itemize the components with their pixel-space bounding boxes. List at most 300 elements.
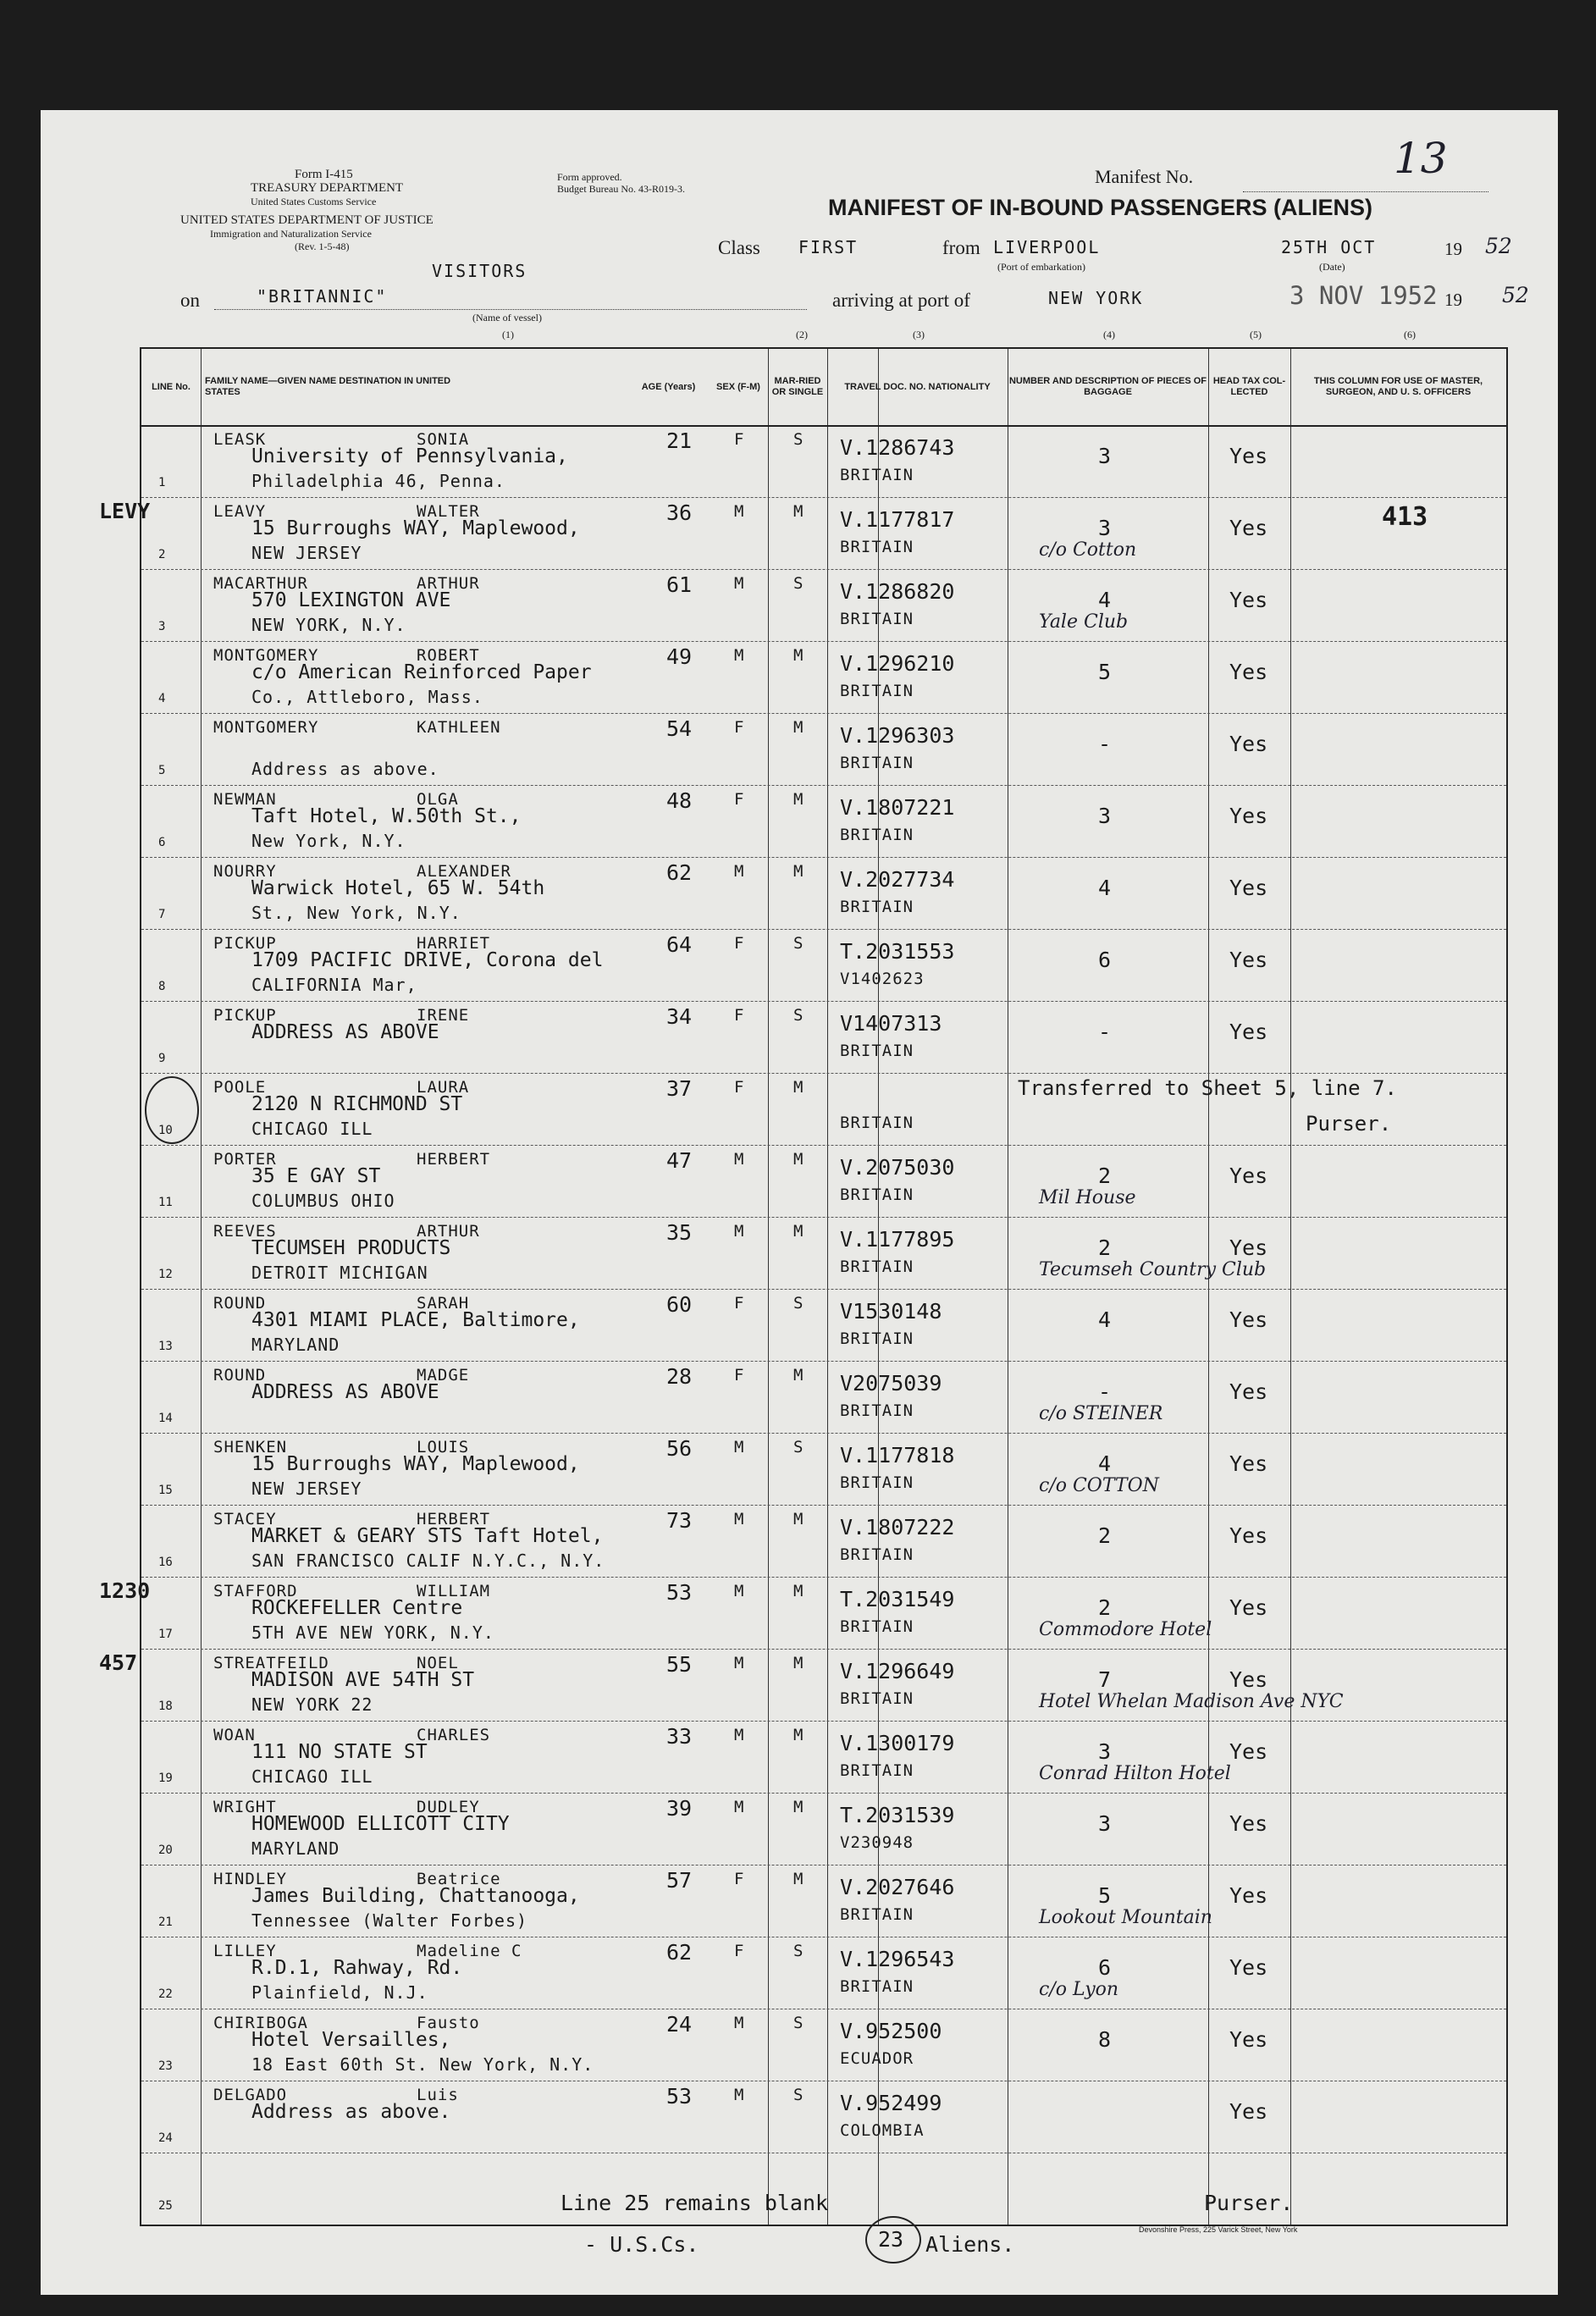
table-row [141, 641, 1506, 713]
age: 47 [666, 1148, 693, 1173]
line-number: 8 [158, 980, 166, 993]
age: 53 [666, 1580, 693, 1605]
address-line-1: TECUMSEH PRODUCTS [251, 1237, 451, 1259]
baggage-count: 2 [1098, 1523, 1112, 1548]
travel-doc: T.2031553 [840, 939, 955, 964]
head-tax: Yes [1229, 1451, 1268, 1476]
nationality: BRITAIN [840, 754, 914, 772]
age: 60 [666, 1292, 693, 1317]
marital-status: M [793, 1222, 804, 1241]
given-name: Madeline C [417, 1942, 522, 1960]
age: 34 [666, 1004, 693, 1029]
table-row [141, 425, 1506, 497]
sex: M [734, 1510, 745, 1528]
given-name: ARTHUR [417, 574, 480, 593]
head-tax: Yes [1229, 1235, 1268, 1260]
line-number: 16 [158, 1556, 173, 1569]
sex: M [734, 1726, 745, 1744]
address-line-2: 5TH AVE NEW YORK, N.Y. [251, 1622, 494, 1643]
table-row [141, 1289, 1506, 1361]
table-row [141, 1793, 1506, 1865]
col-header-baggage: NUMBER AND DESCRIPTION OF PIECES OF BAGGAGE [1008, 376, 1207, 397]
travel-doc: V.1296649 [840, 1659, 955, 1683]
nationality: BRITAIN [840, 898, 914, 916]
transfer-purser: Purser. [1306, 1112, 1392, 1136]
address-line-2: CHICAGO ILL [251, 1119, 373, 1139]
head-tax: Yes [1229, 1739, 1268, 1764]
head-tax: Yes [1229, 1164, 1268, 1188]
passenger-table [99, 347, 1508, 2226]
address-line-1: 1709 PACIFIC DRIVE, Corona del [251, 949, 604, 971]
sex: F [734, 790, 745, 809]
nationality: BRITAIN [840, 826, 914, 844]
given-name: HERBERT [417, 1150, 491, 1169]
age: 55 [666, 1652, 693, 1677]
age: 28 [666, 1364, 693, 1389]
address-line-1: 2120 N RICHMOND ST [251, 1093, 463, 1115]
baggage-count: 3 [1098, 1739, 1112, 1764]
age: 53 [666, 2084, 693, 2109]
family-name: ROUND [213, 1366, 267, 1385]
departure-date: 25TH OCT [1281, 237, 1377, 257]
table-row [141, 857, 1506, 929]
sex: F [734, 718, 745, 737]
nationality: V230948 [840, 1833, 914, 1852]
table-row [141, 1937, 1506, 2009]
given-name: Beatrice [417, 1870, 501, 1888]
age: 61 [666, 572, 693, 597]
col-number: (2) [796, 329, 808, 340]
address-line-1: ADDRESS AS ABOVE [251, 1381, 439, 1403]
address-line-1: 35 E GAY ST [251, 1165, 381, 1187]
head-tax: Yes [1229, 948, 1268, 972]
nationality: BRITAIN [840, 1905, 914, 1924]
baggage-count: 2 [1098, 1595, 1112, 1620]
head-tax: Yes [1229, 1523, 1268, 1548]
address-line-2: SAN FRANCISCO CALIF N.Y.C., N.Y. [251, 1550, 605, 1571]
class-label: Class [718, 237, 760, 258]
address-line-2: NEW YORK 22 [251, 1694, 373, 1715]
vessel-caption: (Name of vessel) [472, 312, 542, 323]
family-name: PICKUP [213, 934, 277, 953]
address-line-1: 15 Burroughs WAY, Maplewood, [251, 517, 580, 539]
arriving-label: arriving at port of [832, 290, 970, 311]
col-header-name: FAMILY NAME—GIVEN NAME DESTINATION IN UNITED STATES [205, 376, 451, 397]
line-number: 7 [158, 908, 166, 921]
age: 36 [666, 500, 693, 525]
nationality: BRITAIN [840, 466, 914, 484]
line-number: 25 [158, 2199, 173, 2213]
arrival-port: NEW YORK [1048, 288, 1144, 308]
line-number: 9 [158, 1052, 166, 1065]
line-number: 23 [158, 2059, 173, 2073]
nationality: BRITAIN [840, 1761, 914, 1780]
baggage-count: 6 [1098, 948, 1112, 972]
address-line-1: University of Pennsylvania, [251, 445, 568, 467]
baggage-note: Hotel Whelan Madison Ave NYC [1039, 1691, 1344, 1712]
marital-status: S [793, 1438, 804, 1456]
col-header-headtax: HEAD TAX COL-LECTED [1212, 376, 1286, 397]
sex: F [734, 1294, 745, 1313]
baggage-count: 6 [1098, 1955, 1112, 1980]
travel-doc: V.1177817 [840, 507, 955, 532]
table-row [141, 569, 1506, 641]
address-line-1: R.D.1, Rahway, Rd. [251, 1957, 463, 1979]
baggage-count: 4 [1098, 876, 1112, 900]
travel-doc: T.2031549 [840, 1587, 955, 1611]
sex: M [734, 2014, 745, 2032]
address-line-2: MARYLAND [251, 1838, 340, 1859]
age: 24 [666, 2012, 693, 2037]
given-name: Luis [417, 2086, 459, 2104]
family-name: REEVES [213, 1222, 277, 1241]
head-tax: Yes [1229, 1667, 1268, 1692]
sex: F [734, 934, 745, 953]
head-tax: Yes [1229, 732, 1268, 756]
line-number: 21 [158, 1915, 173, 1929]
address-line-1: Hotel Versailles, [251, 2029, 451, 2051]
col-header-line: LINE No. [152, 381, 191, 392]
travel-doc: V.1286820 [840, 579, 955, 604]
marital-status: S [793, 1942, 804, 1960]
family-name: ROUND [213, 1294, 267, 1313]
address-line-2: Co., Attleboro, Mass. [251, 687, 483, 707]
vessel-name: "BRITANNIC" [257, 286, 388, 307]
sex: F [734, 1366, 745, 1385]
address-line-1: 4301 MIAMI PLACE, Baltimore, [251, 1309, 580, 1331]
margin-note: LEVY [99, 499, 151, 523]
family-name: MONTGOMERY [213, 718, 319, 737]
head-tax: Yes [1229, 660, 1268, 684]
table-row [141, 1721, 1506, 1793]
marital-status: S [793, 430, 804, 449]
marital-status: M [793, 1798, 804, 1816]
baggage-count: 5 [1098, 660, 1112, 684]
travel-doc: V.2027734 [840, 867, 955, 892]
form-approved: Form approved. [557, 171, 622, 183]
family-name: CHIRIBOGA [213, 2014, 308, 2032]
officer-note: 413 [1382, 502, 1428, 532]
baggage-count: 3 [1098, 444, 1112, 468]
nationality: ECUADOR [840, 2049, 914, 2068]
address-line-1: ROCKEFELLER Centre [251, 1597, 463, 1619]
vessel-line [214, 309, 807, 310]
family-name: NOURRY [213, 862, 277, 881]
marital-status: M [793, 1150, 804, 1169]
given-name: LAURA [417, 1078, 470, 1097]
line-number: 24 [158, 2131, 173, 2145]
baggage-count: 2 [1098, 1164, 1112, 1188]
baggage-count: - [1098, 1020, 1112, 1044]
marital-status: M [793, 1078, 804, 1097]
cancel-circle [145, 1076, 199, 1144]
marital-status: M [793, 1582, 804, 1600]
line-number: 11 [158, 1196, 173, 1209]
aliens-count: 23 [878, 2227, 904, 2252]
col-header-travel: TRAVEL DOC. NO. NATIONALITY [844, 381, 991, 392]
year-prefix: 19 [1444, 239, 1462, 259]
family-name: POOLE [213, 1078, 267, 1097]
travel-doc: V.1296303 [840, 723, 955, 748]
age: 73 [666, 1508, 693, 1533]
baggage-count: - [1098, 1379, 1112, 1404]
address-line-2: Philadelphia 46, Penna. [251, 471, 505, 491]
table-row [141, 1001, 1506, 1073]
class-value: FIRST [798, 237, 859, 257]
baggage-note: Yale Club [1039, 611, 1129, 633]
nationality: BRITAIN [840, 1114, 914, 1132]
sex: M [734, 574, 745, 593]
date-caption: (Date) [1319, 261, 1345, 273]
aliens-label: Aliens. [925, 2232, 1015, 2257]
address-line-1: Warwick Hotel, 65 W. 54th [251, 877, 545, 899]
sex: F [734, 1870, 745, 1888]
travel-doc: V2075039 [840, 1371, 942, 1396]
address-line-2: NEW JERSEY [251, 1479, 362, 1499]
line-number: 1 [158, 476, 166, 489]
baggage-count: 4 [1098, 588, 1112, 612]
table-row [141, 1217, 1506, 1289]
address-line-1: 570 LEXINGTON AVE [251, 589, 451, 611]
line-number: 14 [158, 1412, 173, 1425]
line25-note: Line 25 remains blank [561, 2191, 829, 2215]
line25-purser: Purser. [1204, 2191, 1294, 2215]
table-row [141, 1433, 1506, 1505]
nationality: BRITAIN [840, 1329, 914, 1348]
line-number: 13 [158, 1340, 173, 1353]
baggage-count: 4 [1098, 1451, 1112, 1476]
sex: F [734, 1078, 745, 1097]
manifest-number: 13 [1394, 134, 1448, 183]
on-label: on [180, 290, 200, 311]
travel-doc: V.952500 [840, 2019, 942, 2043]
travel-doc: V.1807221 [840, 795, 955, 820]
sex: M [734, 1582, 745, 1600]
address-line-1: ADDRESS AS ABOVE [251, 1021, 439, 1043]
age: 48 [666, 788, 693, 813]
given-name: OLGA [417, 790, 459, 809]
sex: M [734, 1798, 745, 1816]
given-name: MADGE [417, 1366, 470, 1385]
table-row [141, 2081, 1506, 2153]
manifest-no-label: Manifest No. [1095, 166, 1194, 187]
marital-status: S [793, 1006, 804, 1025]
table-row [99, 497, 1506, 569]
sex: M [734, 646, 745, 665]
head-tax: Yes [1229, 1595, 1268, 1620]
baggage-note: Mil House [1039, 1187, 1136, 1208]
family-name: HINDLEY [213, 1870, 288, 1888]
margin-note: 1230 [99, 1578, 151, 1603]
family-name: PICKUP [213, 1006, 277, 1025]
address-line-2: New York, N.Y. [251, 831, 406, 851]
line-number: 22 [158, 1987, 173, 2001]
given-name: WALTER [417, 502, 480, 521]
given-name: HARRIET [417, 934, 491, 953]
travel-doc: V.2027646 [840, 1875, 955, 1899]
line-number: 2 [158, 548, 166, 561]
family-name: PORTER [213, 1150, 277, 1169]
sex: M [734, 862, 745, 881]
given-name: KATHLEEN [417, 718, 501, 737]
head-tax: Yes [1229, 804, 1268, 828]
treasury-department: TREASURY DEPARTMENT [251, 181, 404, 195]
port-caption: (Port of embarkation) [997, 261, 1085, 273]
nationality: V1402623 [840, 970, 925, 988]
baggage-count: 2 [1098, 1235, 1112, 1260]
sex: M [734, 2086, 745, 2104]
nationality: BRITAIN [840, 1977, 914, 1996]
col-number: (3) [913, 329, 925, 340]
travel-doc: V.2075030 [840, 1155, 955, 1180]
baggage-count: 4 [1098, 1307, 1112, 1332]
nationality: BRITAIN [840, 1473, 914, 1492]
head-tax: Yes [1229, 1379, 1268, 1404]
address-line-1: HOMEWOOD ELLICOTT CITY [251, 1813, 510, 1835]
baggage-count: 8 [1098, 2027, 1112, 2052]
line-number: 5 [158, 764, 166, 777]
age: 49 [666, 644, 693, 669]
sex: F [734, 430, 745, 449]
nationality: BRITAIN [840, 610, 914, 628]
baggage-count: 5 [1098, 1883, 1112, 1908]
line-number: 20 [158, 1843, 173, 1857]
travel-doc: V.1177895 [840, 1227, 955, 1252]
address-line-1: Taft Hotel, W.50th St., [251, 805, 522, 827]
sex: F [734, 1006, 745, 1025]
line-number: 12 [158, 1268, 173, 1281]
age: 35 [666, 1220, 693, 1245]
travel-doc: V.1177818 [840, 1443, 955, 1468]
col-header-sex: SEX (F-M) [716, 381, 760, 392]
address-line-2: Plainfield, N.J. [251, 1982, 428, 2003]
marital-status: S [793, 2014, 804, 2032]
age: 56 [666, 1436, 693, 1461]
address-line-2: NEW YORK, N.Y. [251, 615, 406, 635]
given-name: SONIA [417, 430, 470, 449]
baggage-count: 3 [1098, 804, 1112, 828]
sex: M [734, 502, 745, 521]
nationality: BRITAIN [840, 682, 914, 700]
given-name: CHARLES [417, 1726, 491, 1744]
family-name: NEWMAN [213, 790, 277, 809]
family-name: STACEY [213, 1510, 277, 1528]
address-line-2: St., New York, N.Y. [251, 903, 461, 923]
baggage-count: 3 [1098, 1811, 1112, 1836]
address-line-2: COLUMBUS OHIO [251, 1191, 395, 1211]
sex: F [734, 1942, 745, 1960]
baggage-count: - [1098, 732, 1112, 756]
travel-doc: V.1807222 [840, 1515, 955, 1539]
given-name: NOEL [417, 1654, 459, 1672]
line-number: 6 [158, 836, 166, 849]
col-header-age: AGE (Years) [641, 381, 696, 392]
baggage-note: c/o STEINER [1039, 1403, 1163, 1424]
head-tax: Yes [1229, 1955, 1268, 1980]
sex: M [734, 1438, 745, 1456]
from-port: LIVERPOOL [993, 237, 1101, 257]
address-line-1: c/o American Reinforced Paper [251, 661, 592, 683]
nationality: BRITAIN [840, 1617, 914, 1636]
table-row [141, 785, 1506, 857]
table-row [99, 1577, 1506, 1649]
address-line-2: CHICAGO ILL [251, 1766, 373, 1787]
address-line-2: CALIFORNIA Mar, [251, 975, 417, 995]
age: 39 [666, 1796, 693, 1821]
table-row [141, 1361, 1506, 1433]
family-name: LEAVY [213, 502, 267, 521]
family-name: STREATFEILD [213, 1654, 329, 1672]
col-number: (6) [1404, 329, 1416, 340]
table-row [141, 1073, 1506, 1145]
marital-status: M [793, 1726, 804, 1744]
table-row-25 [141, 2148, 1506, 2220]
baggage-note: c/o Lyon [1039, 1979, 1119, 2000]
nationality: BRITAIN [840, 1689, 914, 1708]
family-name: MONTGOMERY [213, 646, 319, 665]
head-tax: Yes [1229, 1883, 1268, 1908]
travel-doc: V1407313 [840, 1011, 942, 1036]
head-tax: Yes [1229, 588, 1268, 612]
family-name: LEASK [213, 430, 267, 449]
table-row [99, 1649, 1506, 1721]
age: 57 [666, 1868, 693, 1893]
family-name: LILLEY [213, 1942, 277, 1960]
age: 62 [666, 1940, 693, 1965]
sex: M [734, 1654, 745, 1672]
nationality: BRITAIN [840, 1545, 914, 1564]
marital-status: M [793, 502, 804, 521]
marital-status: M [793, 790, 804, 809]
given-name: Fausto [417, 2014, 480, 2032]
travel-doc: V.1296543 [840, 1947, 955, 1971]
age: 62 [666, 860, 693, 885]
head-tax: Yes [1229, 444, 1268, 468]
budget-bureau: Budget Bureau No. 43-R019-3. [557, 183, 685, 195]
marital-status: M [793, 862, 804, 881]
baggage-note: Conrad Hilton Hotel [1039, 1763, 1231, 1784]
marital-status: M [793, 718, 804, 737]
age: 54 [666, 716, 693, 741]
col-number: (4) [1103, 329, 1115, 340]
from-label: from [942, 237, 980, 258]
address-line-2: DETROIT MICHIGAN [251, 1263, 428, 1283]
col-header-married: MAR-RIED OR SINGLE [771, 376, 824, 397]
family-name: MACARTHUR [213, 574, 308, 593]
nationality: BRITAIN [840, 1186, 914, 1204]
line-number: 18 [158, 1700, 173, 1713]
col-header-officers: THIS COLUMN FOR USE OF MASTER, SURGEON, AND U. S. OFFICERS [1313, 376, 1483, 397]
line-number: 10 [158, 1124, 173, 1137]
marital-status: M [793, 1510, 804, 1528]
given-name: ARTHUR [417, 1222, 480, 1241]
nationality: BRITAIN [840, 1257, 914, 1276]
age: 33 [666, 1724, 693, 1749]
given-name: WILLIAM [417, 1582, 491, 1600]
marital-status: S [793, 574, 804, 593]
family-name: SHENKEN [213, 1438, 288, 1456]
line-number: 19 [158, 1772, 173, 1785]
marital-status: S [793, 934, 804, 953]
given-name: LOUIS [417, 1438, 470, 1456]
year-value: 52 [1485, 234, 1512, 258]
family-name: STAFFORD [213, 1582, 298, 1600]
given-name: IRENE [417, 1006, 470, 1025]
baggage-note: c/o COTTON [1039, 1475, 1159, 1496]
table-row [141, 1505, 1506, 1577]
marital-status: M [793, 1870, 804, 1888]
line-number: 17 [158, 1628, 173, 1641]
